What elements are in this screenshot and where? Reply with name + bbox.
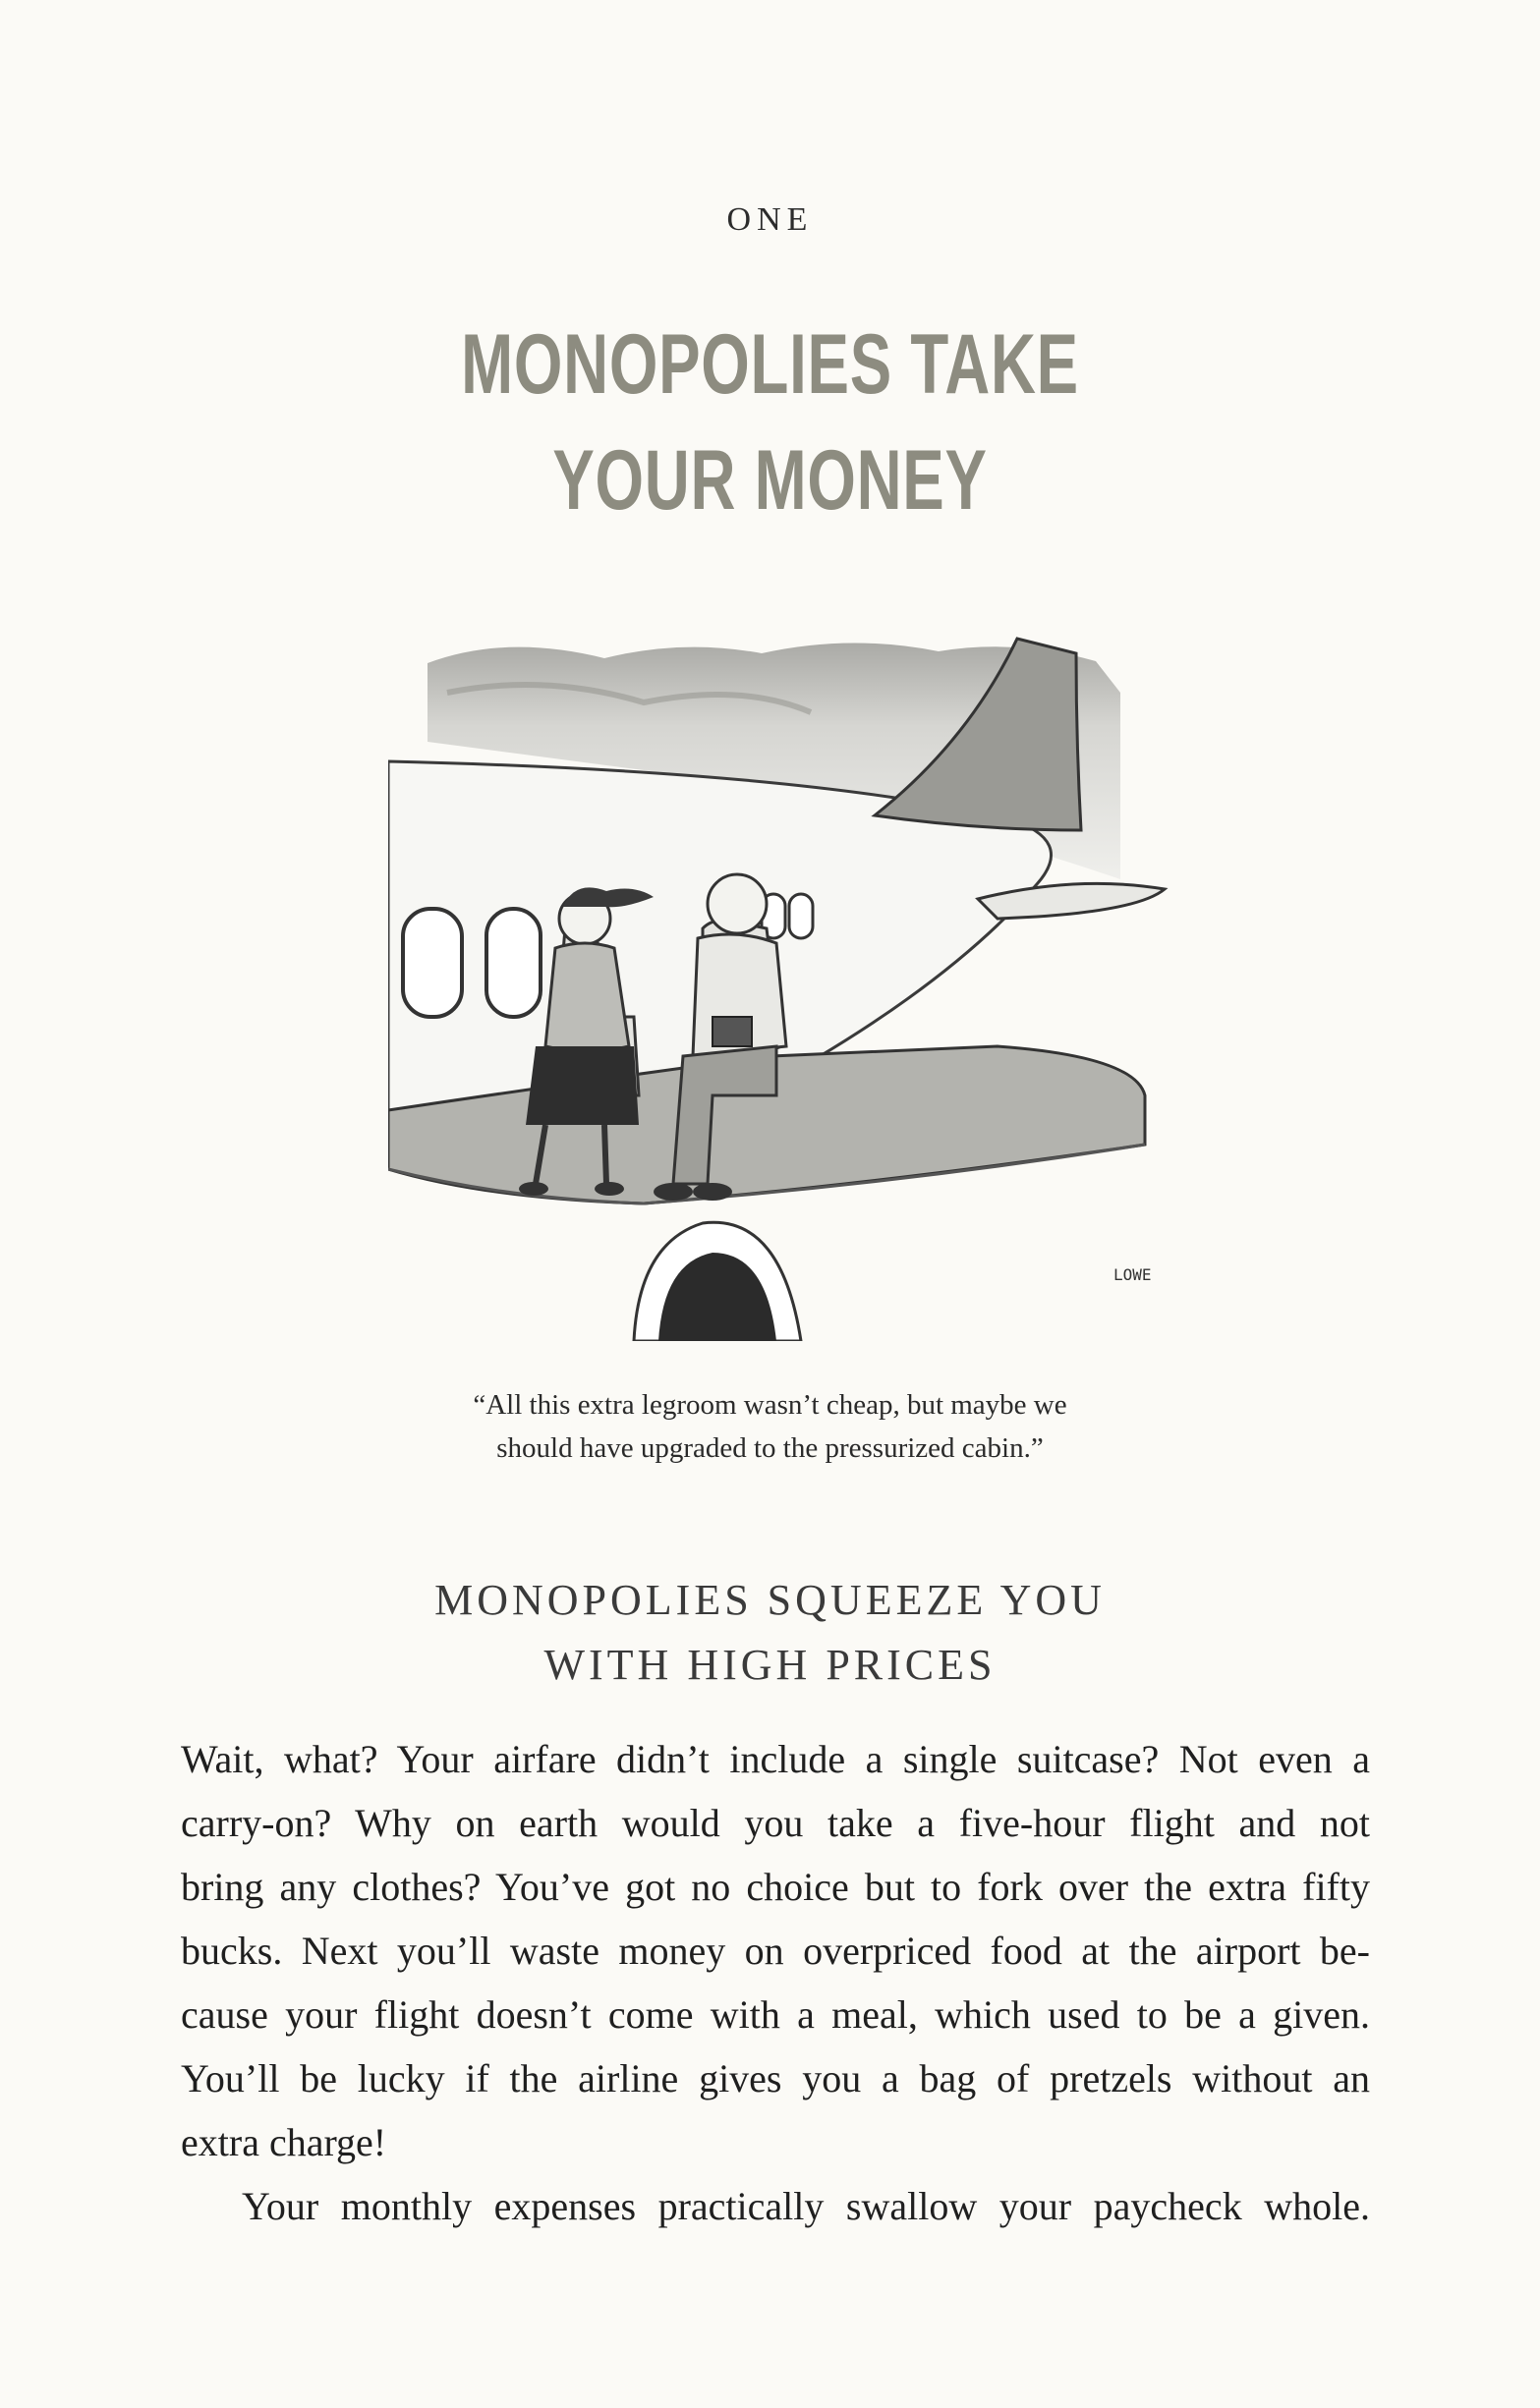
- shoe: [595, 1182, 624, 1196]
- chapter-number: ONE: [726, 201, 814, 238]
- section-heading: [0, 1568, 1540, 1698]
- cartoon-caption: [0, 1383, 1540, 1470]
- caption-line: should have upgraded to the pressurized cabin.”: [496, 1432, 1044, 1464]
- body-line: cause your flight doesn’t come with a meal, which used to be a given.: [181, 1992, 1370, 2037]
- man-book: [713, 1017, 752, 1046]
- body-text: [181, 1727, 1370, 2238]
- body-line: Your monthly expenses practically swallow your paycheck whole.: [242, 2184, 1370, 2228]
- chapter-title-line: MONOPOLIES TAKE: [461, 317, 1079, 412]
- window: [486, 909, 541, 1017]
- body-line: bring any clothes? You’ve got no choice but to fork over the extra fifty: [181, 1865, 1370, 1909]
- caption-line: “All this extra legroom wasn’t cheap, but maybe we: [473, 1389, 1067, 1421]
- section-heading-line: WITH HIGH PRICES: [543, 1641, 997, 1689]
- body-line: bucks. Next you’ll waste money on overpriced food at the airport be-: [181, 1929, 1370, 1973]
- window: [403, 909, 462, 1017]
- cartoon-signature: LOWE: [1113, 1265, 1152, 1284]
- window: [789, 894, 813, 938]
- section-heading-line: MONOPOLIES SQUEEZE YOU: [434, 1576, 1106, 1624]
- shoe: [654, 1183, 693, 1201]
- chapter-title-line: YOUR MONEY: [552, 433, 988, 528]
- man-head: [708, 874, 767, 933]
- shoe: [693, 1183, 732, 1201]
- body-line: Wait, what? Your airfare didn’t include a single suitcase? Not even a: [181, 1737, 1370, 1781]
- woman-body: [545, 943, 629, 1051]
- body-line: carry-on? Why on earth would you take a five-hour flight and not: [181, 1801, 1370, 1845]
- shoe: [519, 1182, 548, 1196]
- body-line: extra charge!: [181, 2120, 387, 2164]
- chapter-title: [200, 307, 1340, 538]
- body-line: You’ll be lucky if the airline gives you a bag of pretzels without an: [181, 2056, 1370, 2100]
- woman-skirt: [526, 1046, 639, 1125]
- airplane-cartoon: [388, 634, 1184, 1341]
